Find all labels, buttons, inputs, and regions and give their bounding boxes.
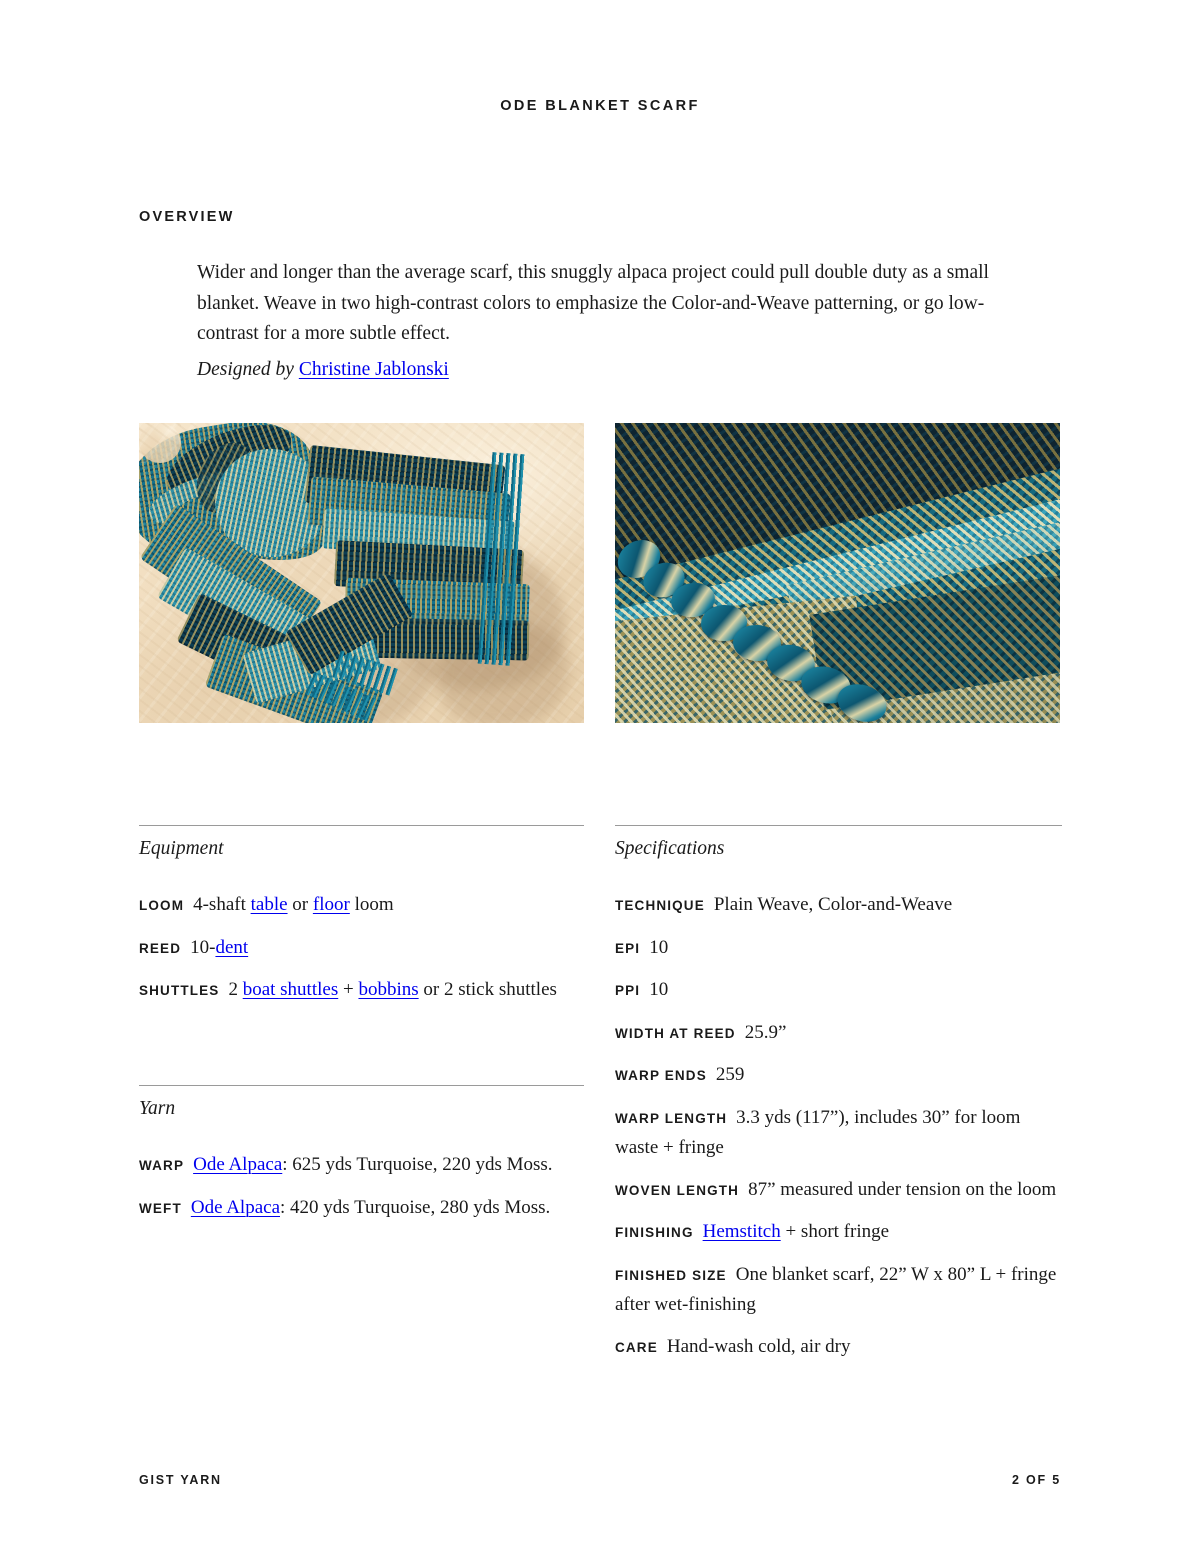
spec-row bbox=[615, 975, 1062, 1006]
spec-row bbox=[139, 933, 584, 964]
spec-row bbox=[139, 975, 584, 1006]
spec-row-value bbox=[191, 1197, 550, 1218]
spec-row-value bbox=[716, 1064, 745, 1085]
spec-value-text: 10 bbox=[649, 979, 669, 1000]
spec-value-text: 87” measured under tension on the loom bbox=[748, 1178, 1057, 1200]
spec-value-link[interactable]: dent bbox=[215, 936, 249, 958]
spec-row-label: PPI bbox=[615, 983, 641, 998]
spec-value-link[interactable]: bobbins bbox=[358, 979, 419, 1000]
spec-value-text: 10- bbox=[190, 936, 216, 958]
spec-row-label: EPI bbox=[615, 940, 641, 956]
scarf-full-photo bbox=[139, 423, 584, 723]
spec-row-value bbox=[748, 1179, 1056, 1200]
spec-row bbox=[615, 1060, 1062, 1091]
spec-value-text: + short fringe bbox=[780, 1221, 890, 1242]
divider-yarn bbox=[139, 1085, 584, 1086]
equipment-heading: Equipment bbox=[139, 838, 224, 859]
spec-value-text: : 420 yds Turquoise, 280 yds Moss. bbox=[280, 1196, 551, 1218]
spec-row-label: TECHNIQUE bbox=[615, 898, 705, 913]
spec-row bbox=[615, 890, 1062, 921]
footer-page-number: 2 OF 5 bbox=[1011, 1473, 1061, 1487]
designer-credit bbox=[197, 356, 449, 384]
spec-row bbox=[615, 1260, 1062, 1320]
spec-row-label: CARE bbox=[615, 1339, 658, 1355]
yarn-list bbox=[139, 1150, 584, 1223]
spec-row-value bbox=[703, 1221, 889, 1242]
specifications-heading: Specifications bbox=[615, 838, 725, 859]
spec-value-text: 259 bbox=[715, 1064, 745, 1085]
spec-value-text: Plain Weave, Color-and-Weave bbox=[713, 894, 953, 915]
spec-row-label: WARP LENGTH bbox=[615, 1110, 728, 1126]
designer-link[interactable]: Christine Jablonski bbox=[298, 359, 449, 380]
spec-value-link[interactable]: Ode Alpaca bbox=[190, 1196, 280, 1218]
spec-value-text: One blanket scarf, 22” W x 80” L + fringe after wet-finishing bbox=[615, 1263, 1057, 1315]
spec-row-value bbox=[649, 937, 668, 958]
divider-equipment bbox=[139, 825, 584, 826]
designed-by-label: Designed by bbox=[197, 359, 299, 380]
spec-row-value bbox=[190, 937, 248, 958]
spec-row-label: WIDTH AT REED bbox=[615, 1025, 736, 1041]
spec-row-value bbox=[667, 1336, 851, 1357]
overview-heading: OVERVIEW bbox=[139, 209, 235, 225]
spec-row-value bbox=[649, 979, 668, 1000]
spec-value-link[interactable]: floor bbox=[312, 894, 350, 915]
spec-row bbox=[139, 890, 584, 921]
spec-value-link[interactable]: Ode Alpaca bbox=[193, 1154, 283, 1175]
spec-row-label: FINISHED SIZE bbox=[615, 1267, 727, 1283]
spec-row-label: WARP bbox=[139, 1158, 185, 1173]
spec-value-text: loom bbox=[349, 894, 394, 915]
spec-row bbox=[615, 933, 1062, 964]
spec-row bbox=[615, 1217, 1062, 1248]
spec-value-text: or 2 stick shuttles bbox=[418, 979, 557, 1000]
spec-row-value bbox=[193, 894, 394, 915]
overview-body-text: Wider and longer than the average scarf, this snuggly alpaca project could pull double duty as a small blanket. Weave in two high-contrast colors to emphasize the Color-and-Weave patterning, or go low-contrast for a more subtle effect. bbox=[197, 262, 989, 344]
spec-row-label: WEFT bbox=[139, 1200, 182, 1216]
spec-row-label: WARP ENDS bbox=[615, 1068, 707, 1083]
spec-value-link[interactable]: Hemstitch bbox=[702, 1221, 781, 1242]
footer-brand: GIST YARN bbox=[139, 1473, 222, 1487]
spec-row bbox=[615, 1018, 1062, 1049]
spec-row-value bbox=[193, 1154, 552, 1175]
spec-value-link[interactable]: table bbox=[250, 894, 288, 915]
yarn-heading: Yarn bbox=[139, 1098, 176, 1119]
spec-value-text: 25.9” bbox=[744, 1021, 787, 1043]
equipment-list bbox=[139, 890, 584, 1006]
weave-detail-photo bbox=[615, 423, 1060, 723]
spec-row-label: LOOM bbox=[139, 898, 185, 913]
spec-row-value bbox=[745, 1022, 787, 1043]
spec-row-label: SHUTTLES bbox=[139, 983, 220, 998]
spec-row-label: REED bbox=[139, 940, 182, 956]
spec-value-text: 10 bbox=[649, 936, 669, 958]
spec-row bbox=[615, 1332, 1062, 1363]
page-title: ODE BLANKET SCARF bbox=[500, 98, 700, 114]
spec-row-value bbox=[714, 894, 952, 915]
spec-row-value bbox=[228, 979, 556, 1000]
scarf-knot-hole bbox=[139, 423, 181, 463]
spec-value-text: 3.3 yds (117”), includes 30” for loom waste + fringe bbox=[615, 1106, 1021, 1158]
specifications-list bbox=[615, 890, 1062, 1362]
spec-value-text: : 625 yds Turquoise, 220 yds Moss. bbox=[282, 1154, 553, 1175]
spec-value-text: Hand-wash cold, air dry bbox=[666, 1335, 851, 1357]
spec-value-text: 4-shaft bbox=[193, 894, 251, 915]
divider-specifications bbox=[615, 825, 1062, 826]
spec-row bbox=[615, 1103, 1062, 1163]
spec-row bbox=[139, 1193, 584, 1224]
spec-value-text: or bbox=[287, 894, 313, 915]
spec-value-text: + bbox=[338, 979, 359, 1000]
spec-row-label: FINISHING bbox=[615, 1225, 694, 1240]
spec-row bbox=[615, 1175, 1062, 1206]
spec-row bbox=[139, 1150, 584, 1181]
spec-row-label: WOVEN LENGTH bbox=[615, 1182, 740, 1198]
spec-value-link[interactable]: boat shuttles bbox=[242, 979, 339, 1000]
spec-value-text: 2 bbox=[228, 979, 243, 1000]
